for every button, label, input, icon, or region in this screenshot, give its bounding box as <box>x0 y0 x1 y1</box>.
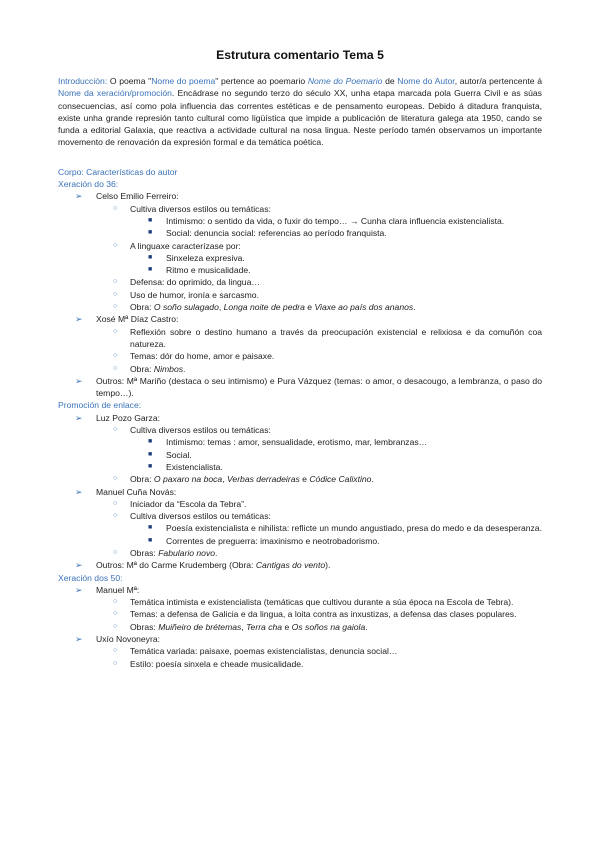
circle-bullet-icon: ○ <box>113 512 118 520</box>
work-title: Muiñeiro de brétemas <box>158 621 242 632</box>
circle-bullet-icon: ○ <box>113 610 118 618</box>
circle-bullet-icon: ○ <box>113 241 118 249</box>
author-item <box>58 559 542 571</box>
item-text: , <box>241 621 247 632</box>
arrow-bullet-icon: ➢ <box>75 634 83 645</box>
square-bullet-icon: ■ <box>148 450 153 458</box>
item-text: e <box>304 302 315 313</box>
list-item <box>58 289 542 301</box>
item-text: Obra: <box>130 363 154 374</box>
item-text: Temática variada: paisaxe, poemas existencialistas, denuncia social… <box>130 646 398 657</box>
list-item <box>58 227 542 239</box>
circle-bullet-icon: ○ <box>113 352 118 360</box>
item-text: . <box>215 547 218 558</box>
arrow-bullet-icon: ➢ <box>75 412 83 423</box>
author-name: Manuel Cuña Novás: <box>96 486 177 497</box>
list-item <box>58 203 542 215</box>
circle-bullet-icon: ○ <box>113 475 118 483</box>
circle-bullet-icon: ○ <box>113 598 118 606</box>
list-item <box>58 498 542 510</box>
item-text: Reflexión sobre o destino humano a través da preocupación existencial e relixiosa e da comuñón coa natureza. <box>130 326 542 349</box>
circle-bullet-icon: ○ <box>113 204 118 212</box>
poemario-name: Nome do Poemario <box>307 76 383 86</box>
item-text: e <box>299 474 310 485</box>
square-bullet-icon: ■ <box>148 524 153 532</box>
item-text: Sinxeleza expresiva. <box>166 252 245 263</box>
circle-bullet-icon: ○ <box>113 303 118 311</box>
author-item <box>58 584 542 596</box>
item-text: Intimismo: temas : amor, sensualidade, erotismo, mar, lembranzas… <box>166 437 428 448</box>
circle-bullet-icon: ○ <box>113 499 118 507</box>
body-heading: Corpo: Características do autor <box>58 166 178 177</box>
item-text: Cultiva diversos estilos ou temáticas: <box>130 203 271 214</box>
list-item <box>58 436 542 448</box>
list-item <box>58 449 542 461</box>
work-title: Nimbos <box>153 363 184 374</box>
item-text: e <box>282 621 292 632</box>
list-item <box>58 276 542 288</box>
work-title: Códice Calixtino <box>309 474 372 485</box>
circle-bullet-icon: ○ <box>113 364 118 372</box>
item-text: Social: denuncia social: referencias ao período franquista. <box>166 228 387 239</box>
item-text: Obras: <box>130 547 159 558</box>
list-item <box>58 645 542 657</box>
square-bullet-icon: ■ <box>148 229 153 237</box>
work-title: Terra cha <box>246 621 283 632</box>
item-text: Intimismo: o sentido da vida, o fuxir do tempo… → Cunha clara influencia existencialista. <box>166 215 505 226</box>
item-text: Temática intimista e existencialista (temáticas que cultivou durante a súa época na Escola de Tebra). <box>130 597 514 608</box>
item-text: Obra: <box>130 302 154 313</box>
arrow-bullet-icon: ➢ <box>75 375 83 386</box>
author-item <box>58 190 542 202</box>
intro-text: " pertence ao poemario <box>215 76 308 86</box>
item-text: Correntes de preguerra: imaxinismo e neotrobadorismo. <box>166 535 380 546</box>
arrow-bullet-icon: ➢ <box>75 486 83 497</box>
intro-text: O poema " <box>107 76 152 86</box>
item-text: . <box>371 474 374 485</box>
square-bullet-icon: ■ <box>148 216 153 224</box>
item-text: Defensa: do oprimido, da lingua… <box>130 277 260 288</box>
square-bullet-icon: ■ <box>148 462 153 470</box>
item-text: Existencialista. <box>166 461 223 472</box>
work-title: Viaxe ao país dos ananos <box>314 302 414 313</box>
author-name: Manuel Mª: <box>96 584 140 595</box>
work-title: Cantigas do vento <box>255 560 326 571</box>
work-title: Longa noite de pedra <box>223 302 305 313</box>
square-bullet-icon: ■ <box>148 536 153 544</box>
intro-text: de <box>382 76 398 86</box>
generation-name: Nome da xeración/promoción <box>58 88 172 99</box>
author-item <box>58 313 542 325</box>
list-item <box>58 326 542 351</box>
list-item <box>58 215 542 227</box>
list-item <box>58 264 542 276</box>
item-text: Poesía existencialista e nihilista: reflicte un mundo angustiado, presa do medo e da desesperanza. <box>166 523 542 534</box>
list-item <box>58 424 542 436</box>
author-name: Celso Emilio Ferreiro: <box>96 191 179 202</box>
author-item <box>58 375 542 400</box>
author-item <box>58 412 542 424</box>
item-text: Ritmo e musicalidade. <box>166 265 251 276</box>
section-heading: Xeración do 36: <box>58 179 119 190</box>
work-title: O soño sulagado <box>153 302 219 313</box>
item-text: Obras: <box>130 621 159 632</box>
section-heading: Promoción de enlace: <box>58 400 142 411</box>
circle-bullet-icon: ○ <box>113 426 118 434</box>
work-title: Os soños na gaiola <box>291 621 366 632</box>
item-text: Cultiva diversos estilos ou temáticas: <box>130 425 271 436</box>
list-item <box>58 547 542 559</box>
circle-bullet-icon: ○ <box>113 622 118 630</box>
circle-bullet-icon: ○ <box>113 647 118 655</box>
item-text: Iniciador da “Escola da Tebra”. <box>130 498 247 509</box>
circle-bullet-icon: ○ <box>113 548 118 556</box>
item-text: Estilo: poesía sinxela e cheade musicalidade. <box>130 658 304 669</box>
circle-bullet-icon: ○ <box>113 290 118 298</box>
list-item <box>58 510 542 522</box>
list-item <box>58 240 542 252</box>
arrow-bullet-icon: ➢ <box>75 560 83 571</box>
item-text: Social. <box>166 449 192 460</box>
arrow-bullet-icon: ➢ <box>75 584 83 595</box>
circle-bullet-icon: ○ <box>113 659 118 667</box>
arrow-bullet-icon: ➢ <box>75 314 83 325</box>
item-text: , <box>218 302 224 313</box>
document-page <box>58 48 542 670</box>
document-title: Estrutura comentario Tema 5 <box>216 48 384 62</box>
list-item <box>58 535 542 547</box>
square-bullet-icon: ■ <box>148 438 153 446</box>
item-text: ). <box>325 560 331 571</box>
list-item <box>58 473 542 485</box>
list-item <box>58 363 542 375</box>
item-text: Obra: <box>130 474 154 485</box>
intro-label: Introducción: <box>58 76 108 86</box>
item-text: Uso de humor, ironía e sarcasmo. <box>130 289 259 300</box>
author-name: Luz Pozo Garza: <box>96 412 161 423</box>
item-text: . <box>183 363 186 374</box>
work-title: O paxaro na boca <box>153 474 223 485</box>
item-text: Temas: dór do home, amor e paisaxe. <box>130 351 275 362</box>
list-item <box>58 608 542 620</box>
work-title: Fabulario novo <box>158 547 216 558</box>
item-text: Temas: a defensa de Galicia e da lingua, a loita contra as inxustizas, a defensa das clases populares. <box>130 609 517 620</box>
list-item <box>58 252 542 264</box>
list-item <box>58 658 542 670</box>
author-name: Nome do Autor <box>397 76 455 86</box>
item-text: Outros: Mª Mariño (destaca o seu intimismo) e Pura Vázquez (temas: o amor, o desacougo, a lembranza, o paso do tempo…). <box>96 375 542 399</box>
circle-bullet-icon: ○ <box>113 278 118 286</box>
list-item <box>58 350 542 362</box>
list-item <box>58 301 542 313</box>
author-name: Xosé Mª Díaz Castro: <box>96 314 179 325</box>
list-item <box>58 461 542 473</box>
intro-text: , autor/a pertencente á <box>454 76 542 86</box>
author-item <box>58 486 542 498</box>
intro-text: . Encádrase no segundo terzo do século XX, unha etapa marcada pola Guerra Civil e as súas consecuencias, así como pola influencia das correntes estéticas e de pensamento europeas. Debido á ditadura franquista, existe unha grande represión tanto cultural como ligüística que impide a publicación de literatura galega ata 1950, cando se funda a editorial Galaxia, que reactiva a actividade cultural na nosa lingua. Neste período tamén observamos un importante movemento de renovación da expresión formal e da temática poética. <box>58 88 542 148</box>
item-text: , <box>222 474 227 485</box>
work-title: Verbas derradeiras <box>227 474 300 485</box>
list-item <box>58 522 542 534</box>
circle-bullet-icon: ○ <box>113 327 118 335</box>
item-text: Outros: Mª do Carme Krudemberg (Obra: <box>96 560 256 571</box>
item-text: Cultiva diversos estilos ou temáticas: <box>130 511 271 522</box>
intro-paragraph <box>58 75 542 149</box>
arrow-bullet-icon: ➢ <box>75 191 83 202</box>
item-text: A linguaxe caracterízase por: <box>130 240 241 251</box>
item-text: . <box>365 621 368 632</box>
author-item <box>58 633 542 645</box>
section-heading: Xeración dos 50: <box>58 572 123 583</box>
poem-name: Nome do poema <box>151 76 216 86</box>
author-name: Uxío Novoneyra: <box>96 634 161 645</box>
square-bullet-icon: ■ <box>148 266 153 274</box>
list-item <box>58 596 542 608</box>
square-bullet-icon: ■ <box>148 253 153 261</box>
item-text: . <box>413 302 416 313</box>
list-item <box>58 621 542 633</box>
